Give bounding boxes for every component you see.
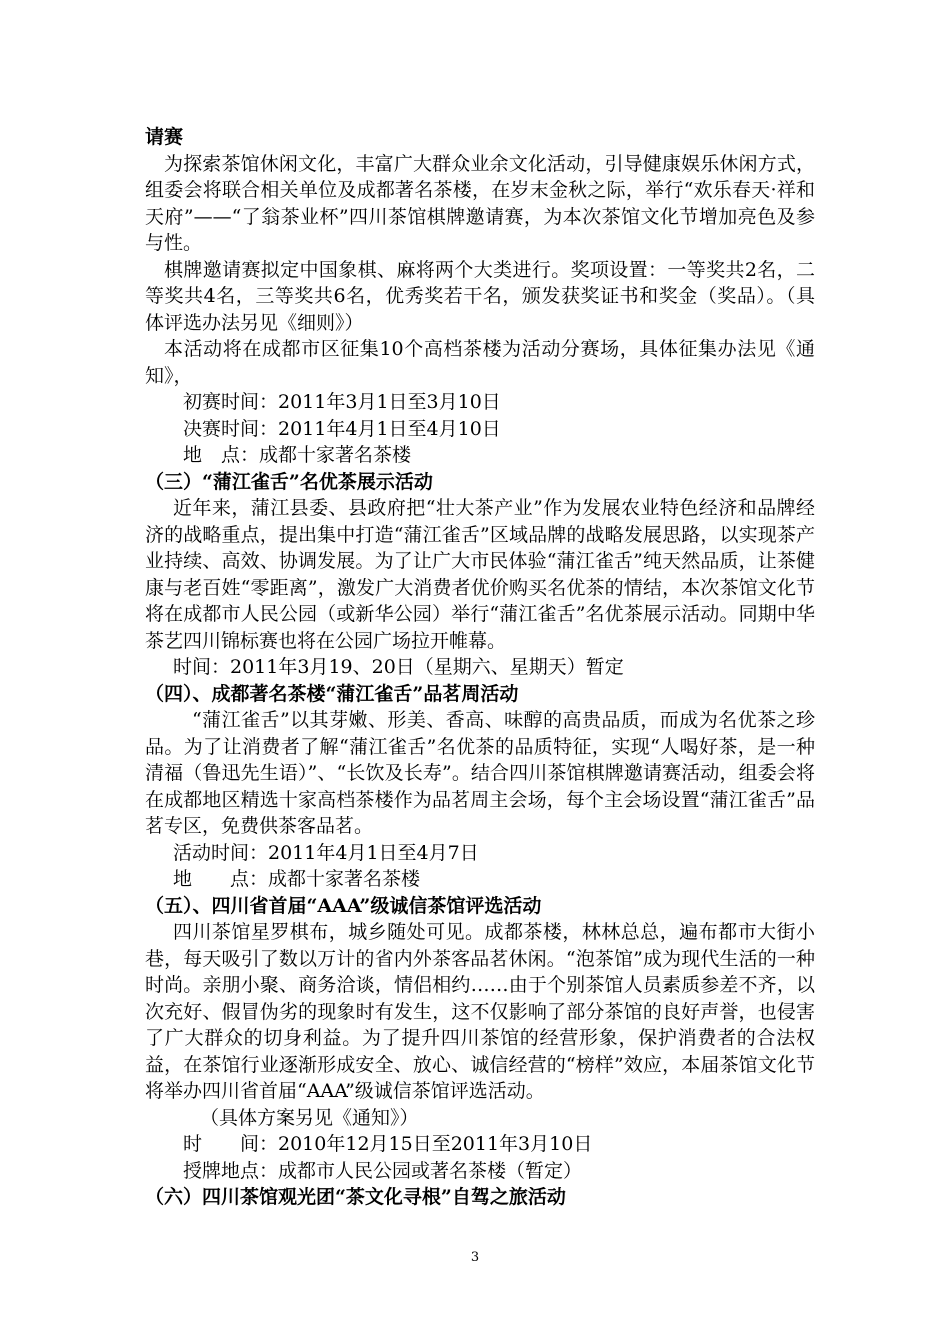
section-heading-continued: 请赛 xyxy=(145,126,184,148)
event-time: 时 间：2010年12月15日至2011年3月10日 xyxy=(183,1133,593,1155)
paragraph: 四川茶馆星罗棋布，城乡随处可见。成都茶楼，林林总总，遍布都市大街小巷，每天吸引了数以万计的省内外茶客品茗休闲。“泡茶馆”成为现代生活的一种时尚。亲朋小聚、商务洽谈，情侣相约……由于个别茶馆人员素质参差不齐，以次充好、假冒伪劣的现象时有发生，这不仅影响了部分茶馆的良好声誉，也侵害了广大群众的切身利益。为了提升四川茶馆的经营形象，保护消费者的合法权益，在茶馆行业逐渐形成安全、放心、诚信经营的“榜样”效应，本届茶馆文化节将举办四川省首届“AAA”级诚信茶馆评选活动。 xyxy=(145,921,815,1102)
page-content xyxy=(145,124,815,1211)
prelim-time: 初赛时间：2011年3月1日至3月10日 xyxy=(183,391,501,413)
section-heading: （六）四川茶馆观光团“茶文化寻根”自驾之旅活动 xyxy=(145,1186,566,1208)
paragraph: 本活动将在成都市区征集10个高档茶楼为活动分赛场，具体征集办法见《通知》， xyxy=(145,338,815,387)
venue: 地 点：成都十家著名茶楼 xyxy=(183,444,412,466)
venue: 地 点：成都十家著名茶楼 xyxy=(173,868,421,890)
paragraph: 近年来，蒲江县委、县政府把“壮大茶产业”作为发展农业特色经济和品牌经济的战略重点，提出集中打造“蒲江雀舌”区域品牌的战略发展思路，以实现茶产业持续、高效、协调发展。为了让广大市民体验“蒲江雀舌”纯天然品质，让茶健康与老百姓“零距离”，激发广大消费者优价购买名优茶的情结，本次茶馆文化节将在成都市人民公园（或新华公园）举行“蒲江雀舌”名优茶展示活动。同期中华茶艺四川锦标赛也将在公园广场拉开帷幕。 xyxy=(145,497,815,652)
event-time: 时间：2011年3月19、20日（星期六、星期天）暂定 xyxy=(173,656,624,678)
award-venue: 授牌地点：成都市人民公园或著名茶楼（暂定） xyxy=(183,1159,583,1182)
note: （具体方案另见《通知》） xyxy=(200,1106,419,1129)
section-heading: （三）“蒲江雀舌”名优茶展示活动 xyxy=(145,470,433,493)
section-heading: （五）、四川省首届“AAA”级诚信茶馆评选活动 xyxy=(145,894,542,917)
paragraph: “蒲江雀舌”以其芽嫩、形美、香高、味醇的高贵品质，而成为名优茶之珍品。为了让消费者了解“蒲江雀舌”名优茶的品质特征，实现“人喝好茶，是一种清福（鲁迅先生语）”、“长饮及长寿”。结合四川茶馆棋牌邀请赛活动，组委会将在成都地区精选十家高档茶楼作为品茗周主会场，每个主会场设置“蒲江雀舌”品茗专区，免费供茶客品茗。 xyxy=(145,709,815,837)
paragraph: 为探索茶馆休闲文化，丰富广大群众业余文化活动，引导健康娱乐休闲方式，组委会将联合相关单位及成都著名茶楼，在岁末金秋之际，举行“欢乐春天·祥和天府”——“了翁茶业杯”四川茶馆棋牌邀请赛，为本次茶馆文化节增加亮色及参与性。 xyxy=(145,152,815,254)
final-time: 决赛时间：2011年4月1日至4月10日 xyxy=(183,417,501,440)
event-time: 活动时间：2011年4月1日至4月7日 xyxy=(173,841,479,864)
page-number: 3 xyxy=(470,1250,480,1265)
section-heading: （四）、成都著名茶楼“蒲江雀舌”品茗周活动 xyxy=(145,682,519,705)
paragraph: 棋牌邀请赛拟定中国象棋、麻将两个大类进行。奖项设置：一等奖共2名，二等奖共4名，三等奖共6名，优秀奖若干名，颁发获奖证书和奖金（奖品）。（具体评选办法另见《细则》） xyxy=(145,258,815,334)
